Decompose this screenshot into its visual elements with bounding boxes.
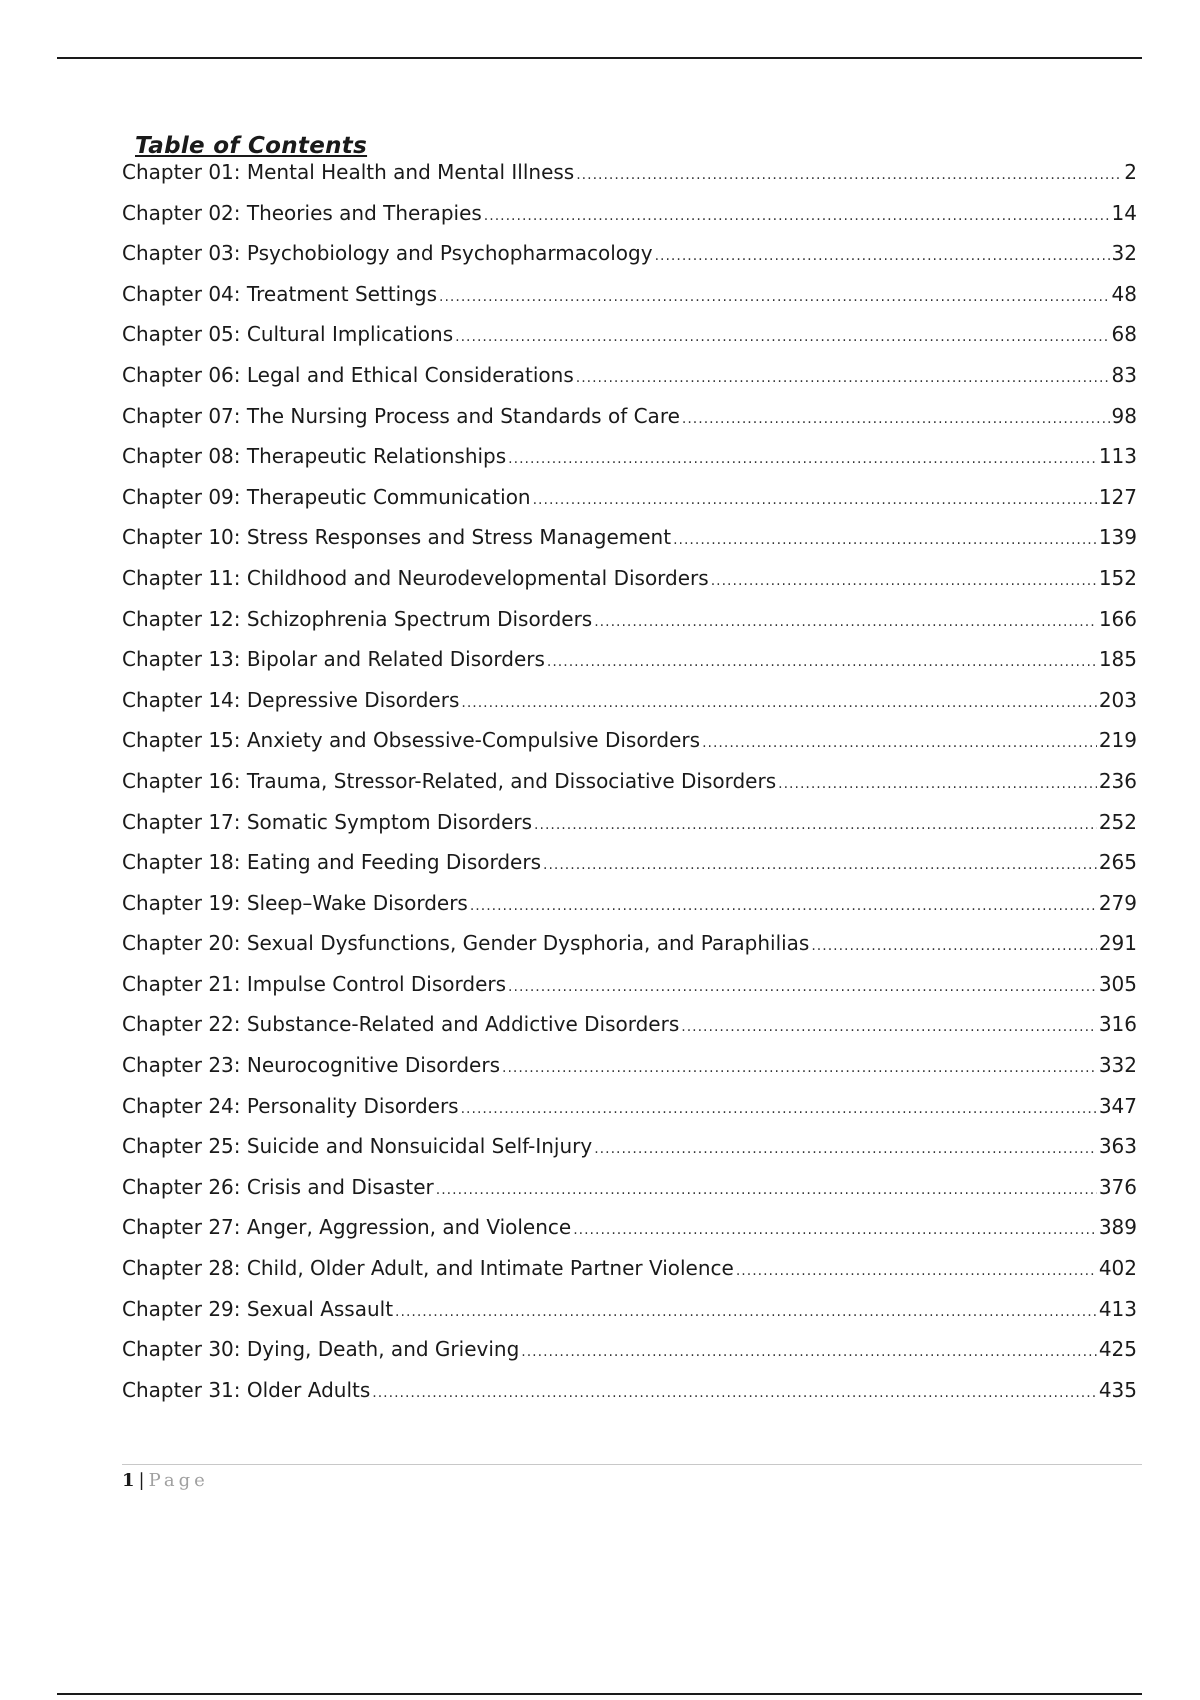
toc-entry-page-number: 435 [1098,1377,1137,1402]
toc-entry[interactable] [122,850,1137,891]
toc-entry[interactable] [122,769,1137,810]
dot-leader [508,979,1097,995]
toc-entry[interactable] [122,1053,1137,1094]
dot-leader [395,1304,1097,1320]
dot-leader [470,898,1097,914]
bottom-rule [57,1693,1142,1695]
toc-entry-label: Chapter 17: Somatic Symptom Disorders [122,809,533,834]
footer-separator: | [138,1470,145,1491]
dot-leader [508,451,1097,467]
dot-leader [543,857,1097,873]
dot-leader [594,614,1097,630]
toc-entry-page-number: 166 [1098,606,1137,631]
toc-entry[interactable] [122,363,1137,404]
toc-entry-label: Chapter 31: Older Adults [122,1377,371,1402]
dot-leader [372,1385,1097,1401]
toc-entry[interactable] [122,1175,1137,1216]
dot-leader [547,654,1097,670]
dot-leader [682,411,1110,427]
toc-entry[interactable] [122,1378,1137,1419]
toc-entry-label: Chapter 19: Sleep–Wake Disorders [122,890,468,915]
toc-entry-label: Chapter 18: Eating and Feeding Disorders [122,850,541,875]
toc-entry-label: Chapter 08: Therapeutic Relationships [122,444,507,469]
toc-entry-label: Chapter 05: Cultural Implications [122,322,454,347]
toc-entry-label: Chapter 14: Depressive Disorders [122,687,460,712]
toc-entry[interactable] [122,322,1137,363]
toc-entry-page-number: 332 [1098,1053,1137,1078]
toc-entry-page-number: 203 [1098,687,1137,712]
toc-entry-label: Chapter 28: Child, Older Adult, and Intimate Partner Violence [122,1256,734,1281]
dot-leader [439,289,1110,305]
toc-entry-label: Chapter 22: Substance-Related and Addictive Disorders [122,1012,680,1037]
toc-entry-label: Chapter 23: Neurocognitive Disorders [122,1053,501,1078]
toc-entry-page-number: 305 [1098,971,1137,996]
toc-entry-page-number: 413 [1098,1296,1137,1321]
toc-entry[interactable] [122,444,1137,485]
toc-entry-page-number: 113 [1098,444,1137,469]
toc-list [122,160,1137,1418]
toc-entry[interactable] [122,404,1137,445]
toc-entry-page-number: 185 [1098,647,1137,672]
toc-entry-label: Chapter 02: Theories and Therapies [122,200,482,225]
toc-entry-label: Chapter 09: Therapeutic Communication [122,484,531,509]
toc-entry[interactable] [122,1256,1137,1297]
top-rule [57,57,1142,59]
dot-leader [576,167,1122,183]
toc-entry[interactable] [122,201,1137,242]
toc-entry[interactable] [122,1134,1137,1175]
toc-entry-label: Chapter 15: Anxiety and Obsessive-Compulsive Disorders [122,728,701,753]
footer-page-number: 1 [122,1470,135,1491]
toc-entry[interactable] [122,525,1137,566]
toc-entry[interactable] [122,891,1137,932]
toc-entry-page-number: 68 [1111,322,1137,347]
toc-title: Table of Contents [135,133,368,159]
toc-entry-label: Chapter 20: Sexual Dysfunctions, Gender Dysphoria, and Paraphilias [122,931,810,956]
dot-leader [455,329,1109,345]
toc-entry-page-number: 316 [1098,1012,1137,1037]
dot-leader [436,1182,1097,1198]
toc-entry-page-number: 127 [1098,484,1137,509]
dot-leader [811,938,1096,954]
toc-entry[interactable] [122,607,1137,648]
dot-leader [711,573,1097,589]
toc-entry-page-number: 83 [1111,362,1137,387]
dot-leader [594,1141,1097,1157]
toc-entry-page-number: 152 [1098,565,1137,590]
toc-entry-label: Chapter 25: Suicide and Nonsuicidal Self-Injury [122,1134,593,1159]
toc-entry-page-number: 139 [1098,525,1137,550]
toc-entry[interactable] [122,282,1137,323]
toc-entry-label: Chapter 16: Trauma, Stressor-Related, and Dissociative Disorders [122,768,777,793]
toc-entry-page-number: 219 [1098,728,1137,753]
dot-leader [461,695,1096,711]
toc-entry-page-number: 48 [1111,281,1137,306]
toc-entry-label: Chapter 10: Stress Responses and Stress Management [122,525,672,550]
toc-entry-label: Chapter 13: Bipolar and Related Disorders [122,647,545,672]
toc-entry-label: Chapter 26: Crisis and Disaster [122,1174,434,1199]
toc-entry-page-number: 236 [1098,768,1137,793]
dot-leader [681,1019,1097,1035]
toc-entry[interactable] [122,688,1137,729]
toc-entry-label: Chapter 12: Schizophrenia Spectrum Disorders [122,606,593,631]
toc-entry-label: Chapter 29: Sexual Assault [122,1296,394,1321]
toc-entry-page-number: 14 [1111,200,1137,225]
toc-entry[interactable] [122,1094,1137,1135]
dot-leader [484,208,1110,224]
dot-leader [655,248,1110,264]
toc-entry-label: Chapter 06: Legal and Ethical Considerations [122,362,574,387]
dot-leader [534,817,1097,833]
dot-leader [673,532,1097,548]
toc-entry-label: Chapter 30: Dying, Death, and Grieving [122,1337,520,1362]
toc-entry-label: Chapter 03: Psychobiology and Psychopharmacology [122,241,653,266]
dot-leader [778,776,1097,792]
toc-entry-label: Chapter 21: Impulse Control Disorders [122,971,507,996]
toc-entry-page-number: 291 [1098,931,1137,956]
toc-entry-page-number: 389 [1098,1215,1137,1240]
toc-entry[interactable] [122,931,1137,972]
footer-rule [122,1464,1142,1465]
toc-entry[interactable] [122,1337,1137,1378]
toc-entry[interactable] [122,972,1137,1013]
toc-entry-page-number: 347 [1098,1093,1137,1118]
toc-entry[interactable] [122,241,1137,282]
toc-entry-label: Chapter 27: Anger, Aggression, and Violence [122,1215,572,1240]
toc-entry[interactable] [122,810,1137,851]
toc-entry-label: Chapter 24: Personality Disorders [122,1093,459,1118]
toc-entry-page-number: 425 [1098,1337,1137,1362]
toc-entry-page-number: 279 [1098,890,1137,915]
toc-entry[interactable] [122,728,1137,769]
toc-entry-label: Chapter 07: The Nursing Process and Standards of Care [122,403,680,428]
dot-leader [521,1344,1097,1360]
dot-leader [573,1222,1097,1238]
dot-leader [702,735,1097,751]
dot-leader [576,370,1110,386]
toc-entry[interactable] [122,485,1137,526]
toc-entry[interactable] [122,647,1137,688]
toc-entry-page-number: 376 [1098,1174,1137,1199]
footer-page-word: Page [148,1470,209,1491]
toc-entry-page-number: 265 [1098,850,1137,875]
toc-entry-label: Chapter 11: Childhood and Neurodevelopmental Disorders [122,565,709,590]
toc-entry-page-number: 2 [1124,160,1137,184]
toc-entry-page-number: 252 [1098,809,1137,834]
page-footer [122,1470,209,1491]
toc-entry-page-number: 98 [1111,403,1137,428]
toc-entry-label: Chapter 01: Mental Health and Mental Illness [122,160,575,184]
dot-leader [533,492,1097,508]
toc-entry-label: Chapter 04: Treatment Settings [122,281,438,306]
dot-leader [502,1060,1097,1076]
toc-entry[interactable] [122,1012,1137,1053]
toc-entry[interactable] [122,1297,1137,1338]
dot-leader [461,1101,1097,1117]
toc-entry-page-number: 32 [1111,241,1137,266]
toc-entry-page-number: 402 [1098,1256,1137,1281]
toc-entry[interactable] [122,160,1137,201]
toc-entry[interactable] [122,1215,1137,1256]
toc-entry[interactable] [122,566,1137,607]
dot-leader [736,1263,1097,1279]
toc-entry-page-number: 363 [1098,1134,1137,1159]
